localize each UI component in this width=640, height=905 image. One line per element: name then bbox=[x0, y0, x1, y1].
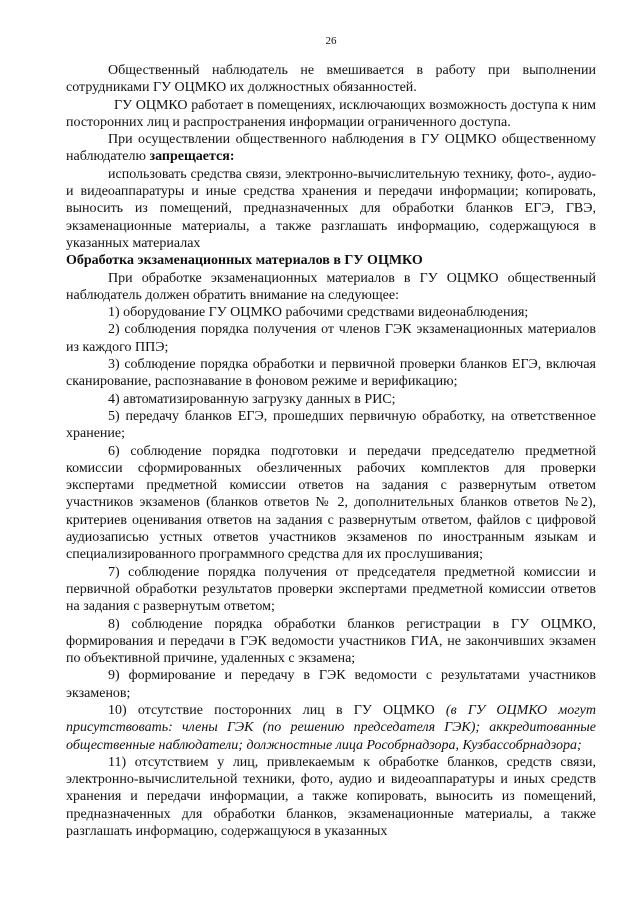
list-item-8: 8) соблюдение порядка обработки бланков регистрации в ГУ ОЦМКО, формирования и передачи в ГЭК ведомости участников ГИА, не закончивших экзамен по объективной причине, удаленных с экзамена; bbox=[66, 616, 596, 667]
list-item-6: 6) соблюдение порядка подготовки и передачи председателю предметной комиссии сформированных обезличенных рабочих комплектов для проверки экспертами предметной комиссии ответов на задания с развернутым ответом участников экзаменов (бланков ответов № 2, дополнительных бланков ответов №2), критериев оценивания ответов на задания с развернутым ответом, файлов с цифровой аудиозаписью устных ответов участников экзаменов по иностранным языкам и специализированного программного средства для их прослушивания; bbox=[66, 443, 596, 563]
list-item-10-note: (в ГУ ОЦМКО могут присутствовать: члены ГЭК (по решению председателя ГЭК); аккредитованные общественные наблюдатели; должностные лица Рособрнадзора, Кузбассобрнадзора; bbox=[66, 702, 596, 753]
paragraph-prohibited-actions: использовать средства связи, электронно-вычислительную технику, фото-, аудио- и видеоаппаратуры и иные средства хранения и передачи информации; копировать, выносить из помещений, предназначенных для обработки бланков ЕГЭ, ГВЭ, экзаменационные материалы, а также разглашать информацию, содержащуюся в указанных материалах bbox=[66, 166, 596, 251]
document-page bbox=[66, 34, 596, 840]
paragraph-observer-noninterference: Общественный наблюдатель не вмешивается в работу при выполнении сотрудниками ГУ ОЦМКО их должностных обязанностей. bbox=[66, 63, 596, 96]
list-item-1: 1) оборудование ГУ ОЦМКО рабочими средствами видеонаблюдения; bbox=[108, 305, 529, 321]
list-item-9: 9) формирование и передачу в ГЭК ведомости с результатами участников экзаменов; bbox=[66, 668, 596, 701]
paragraph-processing-intro: При обработке экзаменационных материалов в ГУ ОЦМКО общественный наблюдатель должен обратить внимание на следующее: bbox=[66, 270, 596, 303]
list-item-11: 11) отсутствием у лиц, привлекаемым к обработке бланков, средств связи, электронно-вычислительной техники, фото, аудио и видеоаппаратуры и иных средств хранения и передачи информации, а также копировать, выносить из помещений, предназначенных для обработки бланков, экзаменационные материалы, а также разглашать информацию, содержащуюся в указанных bbox=[66, 754, 596, 840]
prohibited-keyword: запрещается: bbox=[149, 149, 235, 165]
paragraph-restricted-premises: ГУ ОЦМКО работает в помещениях, исключающих возможность доступа к ним посторонних лиц и распространения информации ограниченного доступа. bbox=[66, 97, 596, 130]
list-item-3: 3) соблюдение порядка обработки и первичной проверки бланков ЕГЭ, включая сканирование, распознавание в фоновом режиме и верификацию; bbox=[66, 357, 596, 390]
paragraph-prohibited-intro bbox=[66, 131, 596, 166]
list-item-10 bbox=[66, 702, 596, 754]
list-item-5: 5) передачу бланков ЕГЭ, прошедших первичную обработку, на ответственное хранение; bbox=[66, 408, 596, 442]
list-item-10-text: 10) отсутствие посторонних лиц в ГУ ОЦМКО bbox=[108, 702, 446, 718]
list-item-7: 7) соблюдение порядка получения от председателя предметной комиссии и первичной обработки результатов проверки экспертами предметной комиссии ответов на задания с развернутым ответом; bbox=[66, 564, 596, 615]
prohibited-intro-text: При осуществлении общественного наблюдения в ГУ ОЦМКО общественному наблюдателю bbox=[66, 132, 596, 165]
page-number: 26 bbox=[325, 35, 337, 47]
section-heading: Обработка экзаменационных материалов в ГУ ОЦМКО bbox=[66, 253, 423, 269]
list-item-4: 4) автоматизированную загрузку данных в РИС; bbox=[108, 391, 396, 407]
list-item-2: 2) соблюдения порядка получения от членов ГЭК экзаменационных материалов из каждого ППЭ; bbox=[66, 322, 596, 355]
